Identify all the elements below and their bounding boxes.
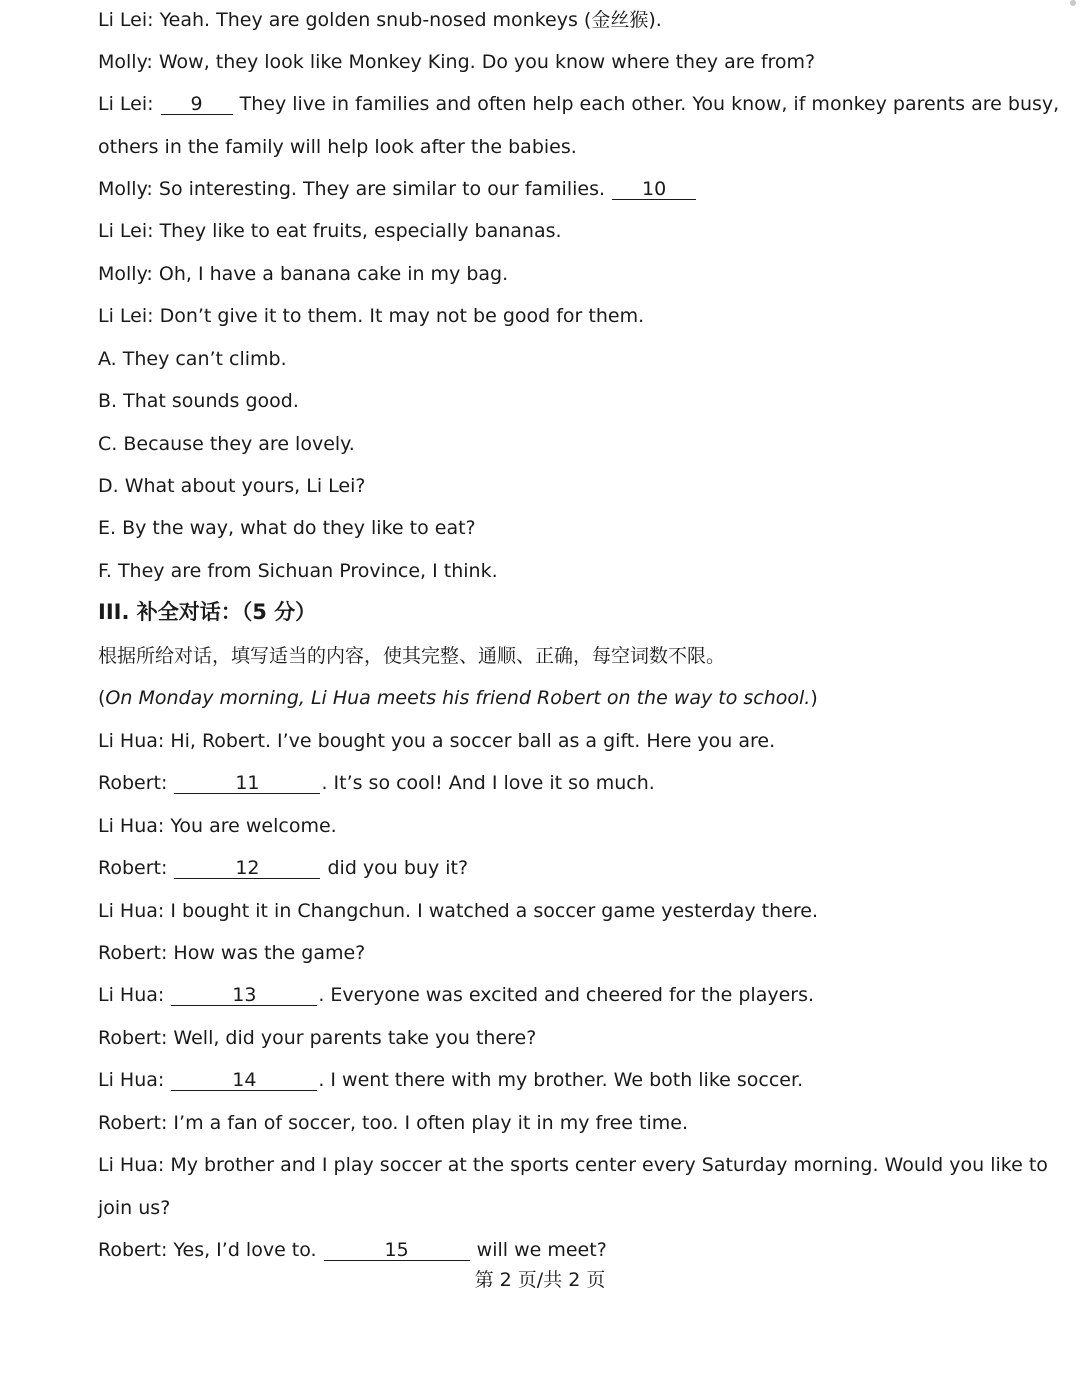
line-text: Molly: So interesting. They are similar to our families. <box>98 178 606 200</box>
dialogue-line: Li Hua: I bought it in Changchun. I watched a soccer game yesterday there. <box>98 900 818 922</box>
answer-blank-12: 12 <box>174 858 320 879</box>
answer-blank-14: 14 <box>171 1070 317 1091</box>
line-text: . I went there with my brother. We both like soccer. <box>318 1069 804 1091</box>
speaker-label: Li Hua: <box>98 1069 165 1091</box>
dialogue-line <box>98 1068 803 1092</box>
option-b: B. That sounds good. <box>98 390 299 412</box>
answer-blank-9: 9 <box>161 94 233 115</box>
dialogue-line <box>98 177 697 201</box>
line-text: Robert: Yes, I’d love to. <box>98 1239 317 1261</box>
dialogue-line <box>98 1238 607 1262</box>
section-heading: III. 补全对话：（5 分） <box>98 600 317 624</box>
dialogue-line <box>98 856 468 880</box>
dialogue-line <box>98 983 814 1007</box>
section-instruction: 根据所给对话，填写适当的内容，使其完整、通顺、正确，每空词数不限。 <box>98 645 726 667</box>
dialogue-line <box>98 92 1059 116</box>
dialogue-line: Li Hua: Hi, Robert. I’ve bought you a soccer ball as a gift. Here you are. <box>98 730 776 752</box>
dialogue-line: Robert: I’m a fan of soccer, too. I often play it in my free time. <box>98 1112 689 1134</box>
scrollbar-thumb[interactable] <box>1070 0 1076 6</box>
dialogue-line: Li Lei: Don’t give it to them. It may not be good for them. <box>98 305 645 327</box>
answer-blank-10: 10 <box>612 179 696 200</box>
dialogue-line: Li Hua: My brother and I play soccer at the sports center every Saturday morning. Would you like to <box>98 1154 1048 1176</box>
context-line <box>98 686 818 710</box>
speaker-label: Li Hua: <box>98 984 165 1006</box>
answer-blank-15: 15 <box>324 1240 470 1261</box>
option-c: C. Because they are lovely. <box>98 433 355 455</box>
line-text: did you buy it? <box>327 857 469 879</box>
option-a: A. They can’t climb. <box>98 348 287 370</box>
dialogue-line: Molly: Wow, they look like Monkey King. Do you know where they are from? <box>98 51 816 73</box>
option-e: E. By the way, what do they like to eat? <box>98 517 476 539</box>
option-d: D. What about yours, Li Lei? <box>98 475 366 497</box>
line-text: . Everyone was excited and cheered for the players. <box>318 984 815 1006</box>
dialogue-line: Li Lei: Yeah. They are golden snub-nosed monkeys (金丝猴). <box>98 9 662 31</box>
option-f: F. They are from Sichuan Province, I think. <box>98 560 498 582</box>
speaker-label: Li Lei: <box>98 93 154 115</box>
answer-blank-11: 11 <box>174 773 320 794</box>
context-text: On Monday morning, Li Hua meets his friend Robert on the way to school. <box>105 687 811 709</box>
dialogue-line: Li Hua: You are welcome. <box>98 815 337 837</box>
dialogue-line: Robert: How was the game? <box>98 942 366 964</box>
line-text: They live in families and often help each other. You know, if monkey parents are busy, <box>239 93 1060 115</box>
paren-close: ) <box>810 687 818 709</box>
dialogue-line: others in the family will help look after the babies. <box>98 136 577 158</box>
dialogue-line: Li Lei: They like to eat fruits, especially bananas. <box>98 220 562 242</box>
dialogue-line <box>98 771 655 795</box>
dialogue-line: Molly: Oh, I have a banana cake in my bag. <box>98 263 509 285</box>
dialogue-line: join us? <box>98 1197 171 1219</box>
line-text: will we meet? <box>476 1239 607 1261</box>
speaker-label: Robert: <box>98 772 168 794</box>
page-footer: 第 2 页/共 2 页 <box>474 1269 606 1291</box>
line-text: . It’s so cool! And I love it so much. <box>321 772 655 794</box>
speaker-label: Robert: <box>98 857 168 879</box>
answer-blank-13: 13 <box>171 985 317 1006</box>
dialogue-line: Robert: Well, did your parents take you there? <box>98 1027 537 1049</box>
paren-open: ( <box>98 687 106 709</box>
